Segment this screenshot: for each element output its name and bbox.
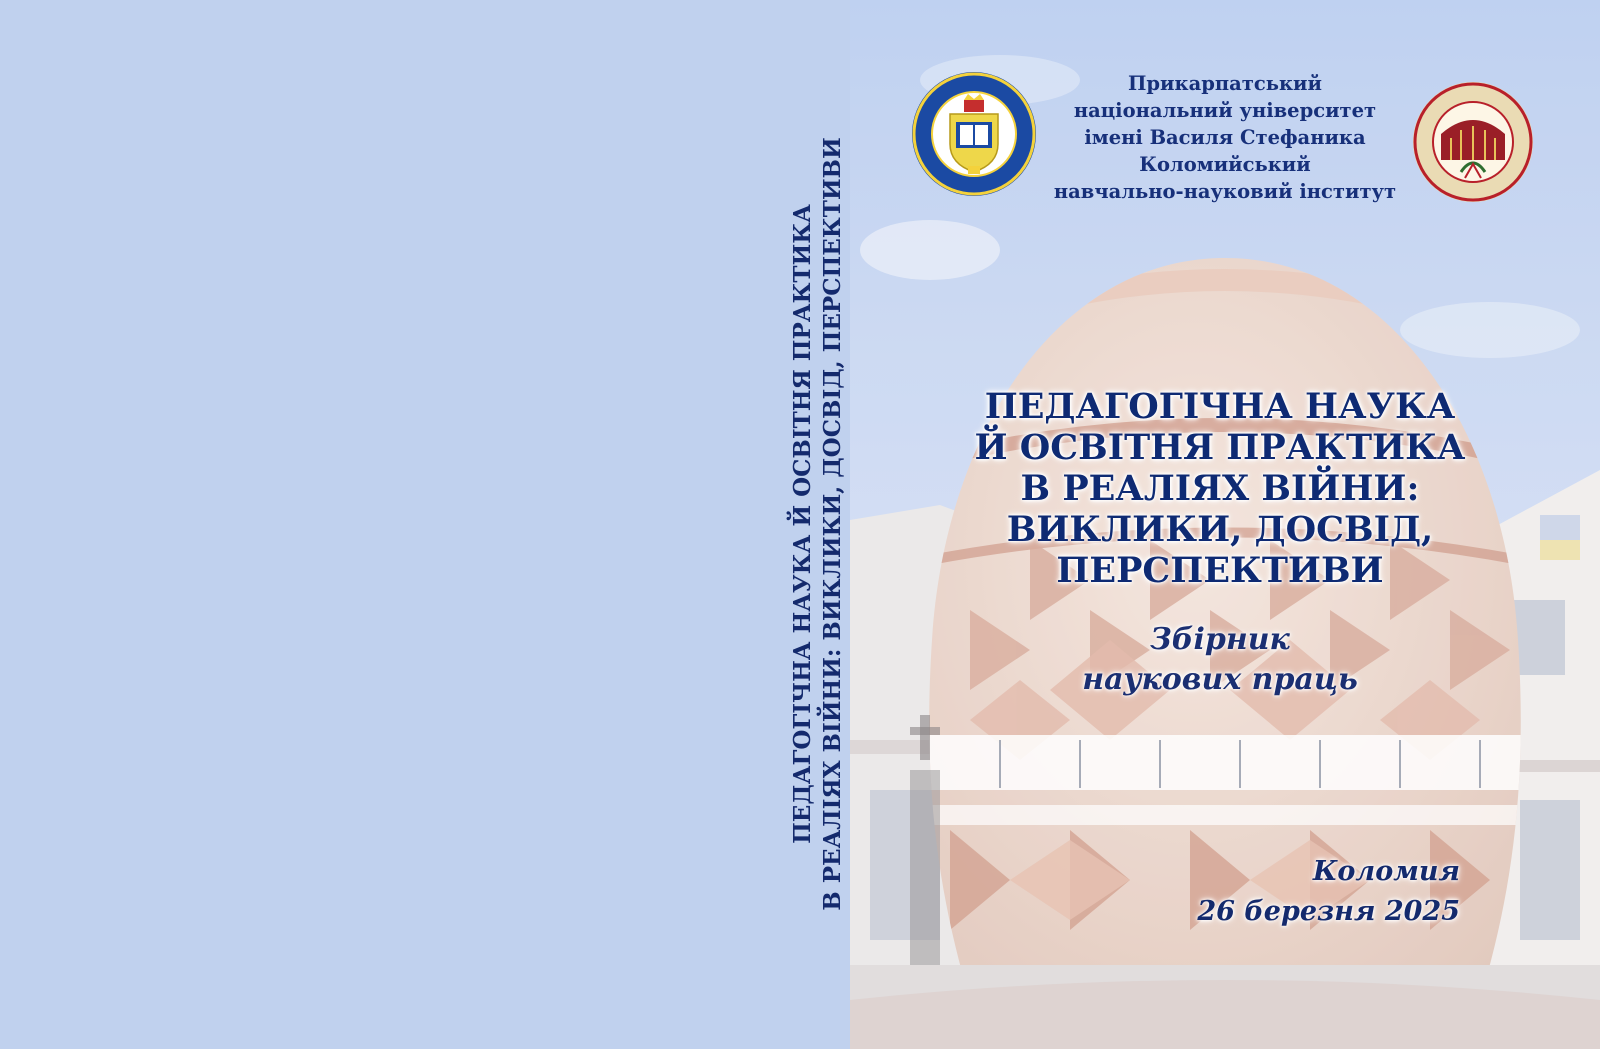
institution-line-2: національний університет — [1073, 99, 1377, 122]
institution-line-1: Прикарпатський — [1128, 72, 1322, 95]
imprint-city: Коломия — [1312, 856, 1460, 887]
institute-emblem-icon — [1411, 80, 1535, 204]
institution-line-5: навчально-науковий інститут — [1053, 180, 1397, 203]
book-title-line-4: ВИКЛИКИ, ДОСВІД, — [1006, 509, 1434, 550]
book-subtitle-line-1: Збірник — [1150, 622, 1290, 657]
spine-title — [788, 137, 848, 910]
book-title-line-5: ПЕРСПЕКТИВИ — [1056, 550, 1384, 591]
book-title-line-1: ПЕДАГОГІЧНА НАУКА — [984, 386, 1456, 427]
book-subtitle-line-2: наукових праць — [1082, 662, 1358, 697]
book-subtitle — [970, 620, 1470, 700]
book-title-line-2: Й ОСВІТНЯ ПРАКТИКА — [974, 427, 1466, 468]
front-cover — [850, 0, 1600, 1049]
spine-title-line1: ПЕДАГОГІЧНА НАУКА Й ОСВІТНЯ ПРАКТИКА — [789, 204, 816, 844]
university-seal-icon — [910, 70, 1038, 198]
institution-line-3: імені Василя Стефаника — [1084, 126, 1366, 149]
institution-header — [1040, 70, 1410, 205]
book-title-line-3: В РЕАЛІЯХ ВІЙНИ: — [1020, 468, 1420, 509]
institution-line-4: Коломийський — [1139, 153, 1311, 176]
imprint-date: 26 березня 2025 — [1197, 896, 1460, 927]
spine-title-line2: В РЕАЛІЯХ ВІЙНИ: ВИКЛИКИ, ДОСВІД, ПЕРСПЕКТИВИ — [819, 137, 846, 911]
imprint — [1060, 852, 1460, 932]
book-title — [920, 386, 1520, 591]
